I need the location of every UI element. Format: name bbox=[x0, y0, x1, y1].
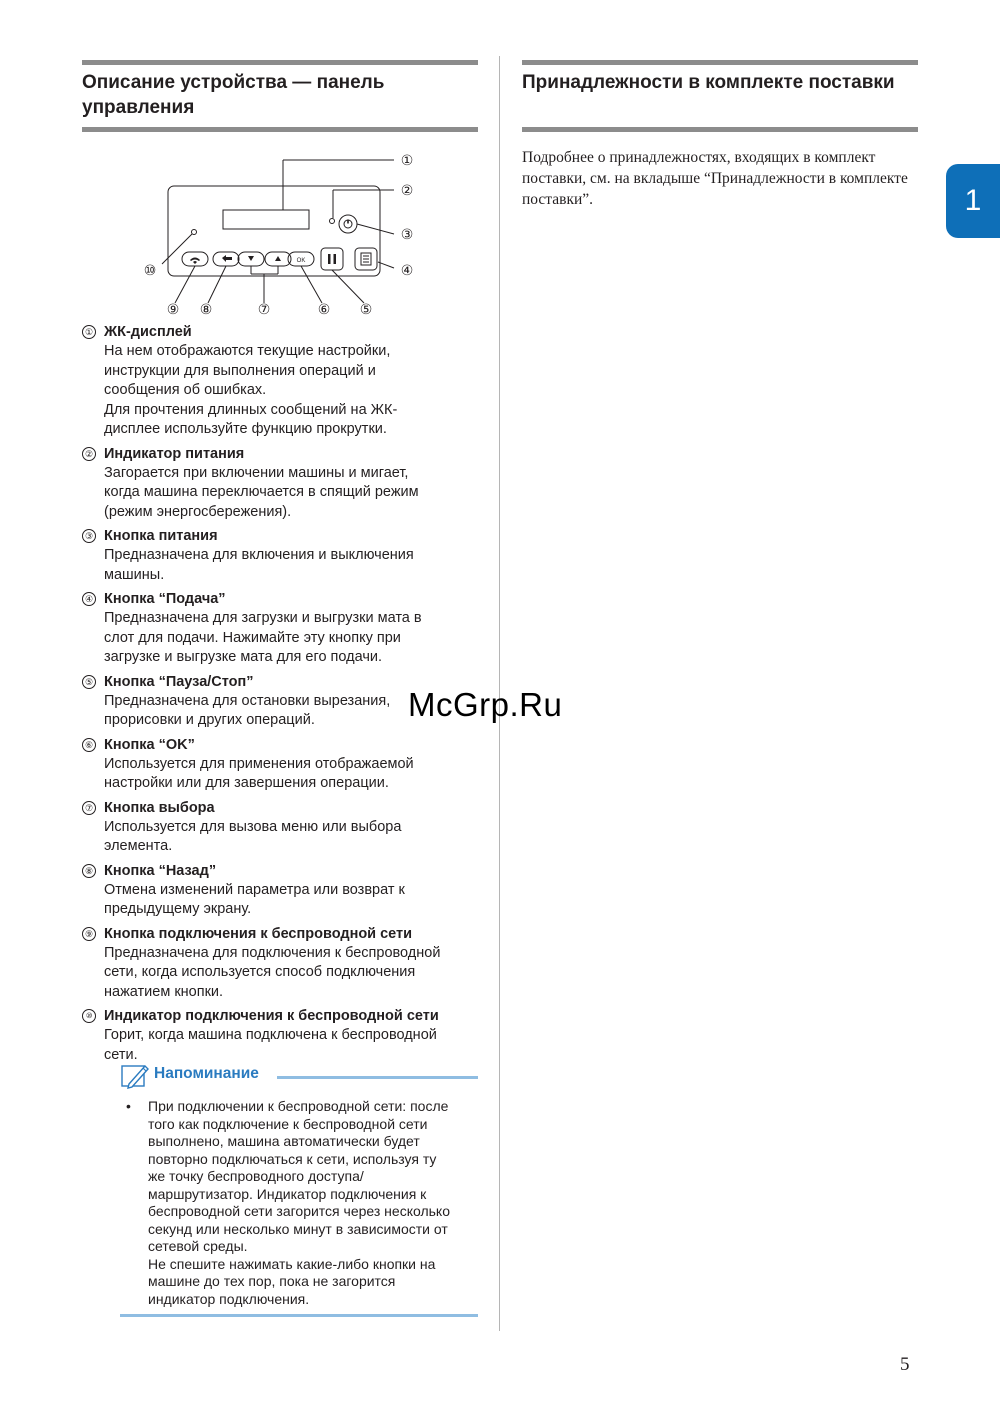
callout-3: ③ bbox=[400, 227, 414, 243]
memo-bullet: • bbox=[126, 1098, 131, 1114]
callout-6: ⑥ bbox=[317, 302, 331, 318]
callout-4: ④ bbox=[400, 263, 414, 279]
control-panel-diagram bbox=[130, 150, 430, 325]
pause-icon bbox=[328, 254, 331, 264]
item-number: ① bbox=[82, 325, 96, 339]
item-title: ЖК-дисплей bbox=[104, 324, 192, 340]
power-symbol-icon bbox=[347, 220, 349, 224]
item-description: Предназначена для загрузки и выгрузки мата в слот для подачи. Нажимайте эту кнопку при загрузке и выгрузке мата для его подачи. bbox=[104, 610, 422, 665]
list-item bbox=[82, 322, 482, 440]
item-description: На нем отображаются текущие настройки, инструкции для выполнения операций и сообщения об ошибках. Для прочтения длинных сообщений на ЖК- дисплее используйте функцию прокрутки. bbox=[104, 343, 398, 437]
wifi-icon bbox=[190, 258, 200, 265]
ok-label: OK bbox=[296, 258, 306, 264]
callout-1: ① bbox=[400, 153, 414, 169]
item-number: ② bbox=[82, 447, 96, 461]
item-number: ⑦ bbox=[82, 801, 96, 815]
item-description: Предназначена для включения и выключения машины. bbox=[104, 547, 414, 583]
callout-10: ⑩ bbox=[143, 263, 157, 279]
item-title: Кнопка выбора bbox=[104, 799, 215, 816]
item-title: Индикатор подключения к беспроводной сети bbox=[104, 1008, 439, 1024]
list-item bbox=[82, 924, 482, 1003]
wifi-indicator bbox=[192, 230, 197, 235]
left-section-title: Описание устройства — панель управления bbox=[82, 72, 385, 118]
item-number: ⑤ bbox=[82, 675, 96, 689]
watermark: McGrp.Ru bbox=[408, 686, 563, 723]
item-title: Кнопка “Пауза/Стоп” bbox=[104, 673, 254, 690]
left-title-top-rule bbox=[82, 60, 478, 65]
callout-5: ⑤ bbox=[359, 302, 373, 318]
chapter-number: 1 bbox=[964, 184, 982, 217]
item-description: Используется для вызова меню или выбора элемента. bbox=[104, 818, 402, 854]
chapter-tab bbox=[946, 164, 1000, 238]
callout-8: ⑧ bbox=[199, 302, 213, 318]
back-arrow-icon bbox=[222, 255, 232, 262]
item-title: Кнопка “Подача” bbox=[104, 591, 226, 607]
list-item bbox=[82, 735, 482, 794]
list-item bbox=[82, 526, 482, 585]
panel-outline bbox=[168, 186, 380, 276]
power-indicator bbox=[330, 219, 335, 224]
item-number: ③ bbox=[82, 529, 96, 543]
item-title: Кнопка “OK” bbox=[104, 736, 195, 753]
item-number: ④ bbox=[82, 592, 96, 606]
right-title-bottom-rule bbox=[522, 127, 918, 132]
up-arrow-icon bbox=[275, 256, 281, 261]
memo-header-line bbox=[277, 1076, 478, 1079]
memo-bottom-line bbox=[120, 1314, 478, 1317]
memo-header bbox=[120, 1062, 478, 1090]
item-title: Кнопка “Назад” bbox=[104, 862, 217, 879]
item-description: Предназначена для подключения к беспроводной сети, когда используется способ подключения нажатием кнопки. bbox=[104, 944, 441, 1000]
item-number: ⑩ bbox=[82, 1009, 96, 1023]
item-title: Кнопка питания bbox=[104, 528, 218, 544]
item-number: ⑨ bbox=[82, 927, 96, 941]
callout-7: ⑦ bbox=[257, 302, 271, 318]
lcd-display bbox=[223, 210, 309, 229]
list-item bbox=[82, 798, 482, 857]
item-description: Отмена изменений параметра или возврат к предыдущему экрану. bbox=[104, 881, 405, 917]
memo-label: Напоминание bbox=[154, 1065, 259, 1082]
pause-stop-button bbox=[321, 248, 343, 270]
item-title: Индикатор питания bbox=[104, 445, 245, 462]
callout-2: ② bbox=[400, 183, 414, 199]
callout-9: ⑨ bbox=[166, 302, 180, 318]
item-description: Предназначена для остановки вырезания, прорисовки и других операций. bbox=[104, 692, 391, 728]
pencil-note-icon bbox=[120, 1062, 150, 1090]
item-number: ⑥ bbox=[82, 738, 96, 752]
right-section-title: Принадлежности в комплекте поставки bbox=[522, 72, 895, 93]
item-description: Используется для применения отображаемой настройки или для завершения операции. bbox=[104, 755, 414, 791]
item-description: Горит, когда машина подключена к беспроводной сети. bbox=[104, 1027, 437, 1063]
down-arrow-icon bbox=[248, 256, 254, 261]
right-section-body: Подробнее о принадлежностях, входящих в комплект поставки, см. на вкладыше “Принадлежности в комплекте поставки”. bbox=[522, 149, 908, 208]
list-item bbox=[82, 589, 482, 668]
item-title: Кнопка подключения к беспроводной сети bbox=[104, 925, 413, 942]
page-number: 5 bbox=[900, 1354, 910, 1375]
memo-box bbox=[120, 1062, 478, 1307]
list-item bbox=[82, 861, 482, 920]
list-item bbox=[82, 1006, 482, 1065]
list-item bbox=[82, 444, 482, 523]
left-title-bottom-rule bbox=[82, 127, 478, 132]
memo-text: При подключении к беспроводной сети: после того как подключение к беспроводной сети выполнено, машина автоматически будет повторно подключаться к сети, используя ту же точку беспроводного доступа/ маршрутизатор. Индикатор подключения к беспроводной сети загорится через несколько секунд или несколько минут в зависимости от сетевой среды. Не спешите нажимать какие-либо кнопки на машине до тех пор, пока не загорится индикатор подключения. bbox=[148, 1098, 450, 1307]
item-description: Загорается при включении машины и мигает, когда машина переключается в спящий режим (режим энергосбережения). bbox=[104, 464, 419, 520]
power-button bbox=[339, 215, 357, 233]
item-number: ⑧ bbox=[82, 864, 96, 878]
right-title-top-rule bbox=[522, 60, 918, 65]
